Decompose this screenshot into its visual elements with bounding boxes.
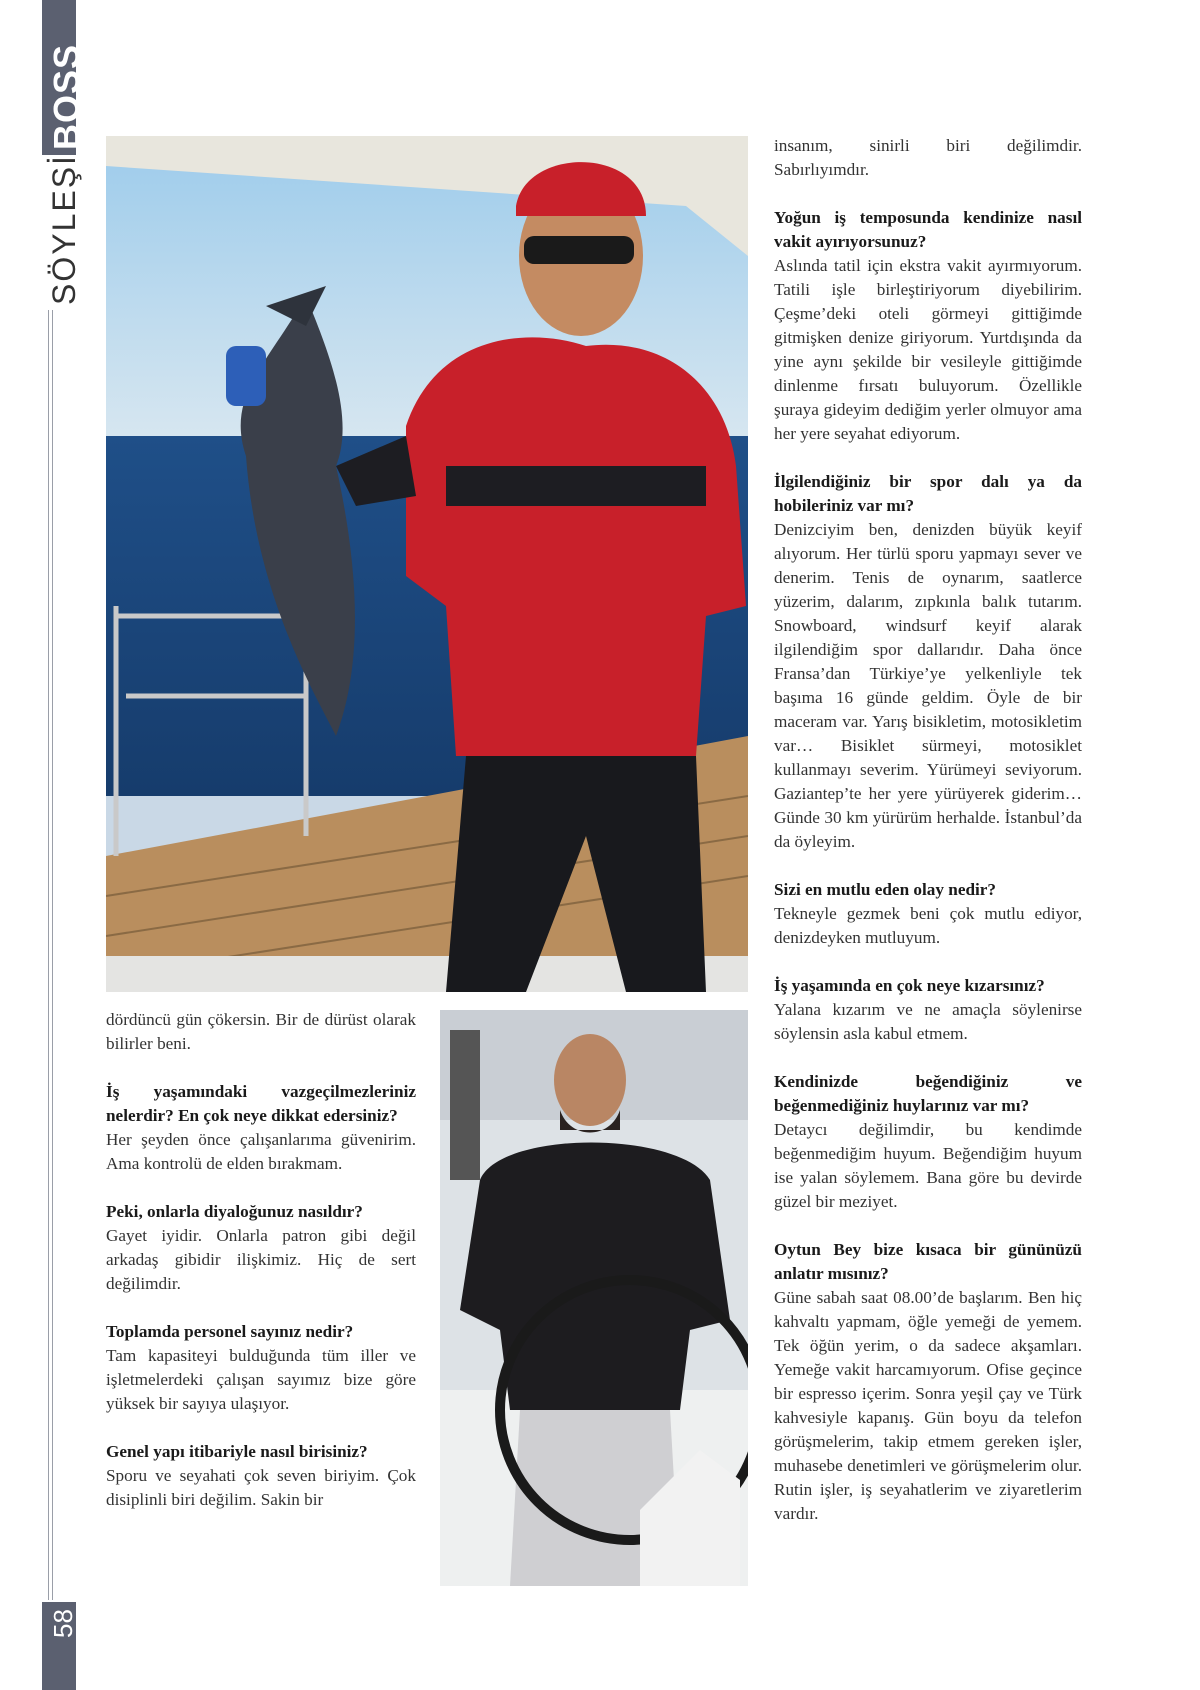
- brand-logo: BOSS: [46, 43, 87, 150]
- photo-man-at-helm: [440, 1010, 748, 1586]
- question: Peki, onlarla diyaloğunuz nasıldır?: [106, 1202, 363, 1221]
- photo-man-at-helm-illustration: [440, 1010, 748, 1586]
- question: Oytun Bey bize kısaca bir gününüzü anlatır mısınız?: [774, 1240, 1082, 1283]
- answer: Her şeyden önce çalışanlarıma güvenirim. Ama kontrolü de elden bırakmam.: [106, 1130, 416, 1173]
- sidebar-rule: [52, 310, 53, 1600]
- answer: Detaycı değilimdir, bu kendimde beğenmediğim huyum. Beğendiğim huyum ise yalan söylemem. Bana göre bu devirde güzel bir meziyet.: [774, 1120, 1082, 1211]
- page-sidebar: [42, 0, 87, 1690]
- answer: Yalana kızarım ve ne amaçla söylenirse söylensin asla kabul etmem.: [774, 1000, 1082, 1043]
- answer: Denizciyim ben, denizden büyük keyif alıyorum. Her türlü sporu yapmayı sever ve denerim. Tenis de oynarım, saatlerce yüzerim, dalarım, zıpkınla balık tutarım. Snowboard, windsurf keyif alarak ilgilendiğim spor dallarıdır. Daha önce Fransa’dan Türkiye’ye yelkenliyle tek başıma 16 günde geldim. Öyle de bir maceram var. Yarış bisikletim, motosikletim var… Bisiklet sürmeyi, motosiklet kullanmayı severim. Yürümeyi seviyorum. Gaziantep’te her yere yürüyerek giderim… Günde 30 km yürürüm herhalde. İstanbul’da da öyleyim.: [774, 520, 1082, 851]
- answer: Gayet iyidir. Onlarla patron gibi değil arkadaş gibidir ilişkimiz. Hiç de sert değilimdir.: [106, 1226, 416, 1293]
- sidebar-band-bottom: [42, 1602, 76, 1690]
- question: İş yaşamında en çok neye kızarsınız?: [774, 976, 1045, 995]
- answer: Güne sabah saat 08.00’de başlarım. Ben hiç kahvaltı yapmam, öğle yemeği de yemem. Tek öğün yerim, o da sadece akşamları. Yemeğe vakit harcamıyorum. Ofise geçince bir espresso içerim. Sonra yeşil çay ve Türk kahvesiyle kapanış. Gün boyu da telefon görüşmelerim, takip etmem gereken işler, muhasebe denetimleri ve görüşmelerim olur. Rutin işler, iş seyahatlerim ve ziyaretlerim vardır.: [774, 1288, 1082, 1523]
- section-label: SÖYLEŞİ: [46, 154, 82, 305]
- answer: Aslında tatil için ekstra vakit ayırmıyorum. Tatili işle birleştiriyorum diyebilirim. Çeşme’deki oteli görmeyi gittiğimde gitmişken denize giriyorum. Yurtdışında da yine aynı şekilde bir vesileyle gittiğimde dinlenme fırsatı buluyorum. Özellikle şuraya gideyim dediğim yerler olmuyor ama her yere seyahat ediyorum.: [774, 256, 1082, 443]
- column-intro: insanım, sinirli biri değilimdir. Sabırlıyımdır.: [774, 136, 1082, 179]
- photo-man-holding-fish: [106, 136, 748, 992]
- answer: Tam kapasiteyi bulduğunda tüm iller ve işletmelerdeki çalışan sayımız bize göre yüksek bir sayıya ulaşıyor.: [106, 1346, 416, 1413]
- article-column-right: [774, 134, 1082, 1526]
- photo-man-holding-fish-illustration: [106, 136, 748, 992]
- question: Kendinizde beğendiğiniz ve beğenmediğiniz huylarınız var mı?: [774, 1072, 1082, 1115]
- answer: Sporu ve seyahati çok seven biriyim. Çok disiplinli biri değilim. Sakin bir: [106, 1466, 416, 1509]
- question: İlgilendiğiniz bir spor dalı ya da hobileriniz var mı?: [774, 472, 1082, 515]
- page-number: 58: [48, 1609, 78, 1638]
- sidebar-band-top: [42, 0, 87, 155]
- question: Sizi en mutlu eden olay nedir?: [774, 880, 997, 899]
- question: Toplamda personel sayınız nedir?: [106, 1322, 354, 1341]
- article-column-left: [106, 1008, 416, 1512]
- question: Yoğun iş temposunda kendinize nasıl vakit ayırıyorsunuz?: [774, 208, 1082, 251]
- column-intro: dördüncü gün çökersin. Bir de dürüst olarak bilirler beni.: [106, 1010, 416, 1053]
- question: Genel yapı itibariyle nasıl birisiniz?: [106, 1442, 368, 1461]
- sidebar-rule: [48, 310, 49, 1600]
- answer: Tekneyle gezmek beni çok mutlu ediyor, denizdeyken mutluyum.: [774, 904, 1082, 947]
- question: İş yaşamındaki vazgeçilmezleriniz nelerdir? En çok neye dikkat edersiniz?: [106, 1082, 416, 1125]
